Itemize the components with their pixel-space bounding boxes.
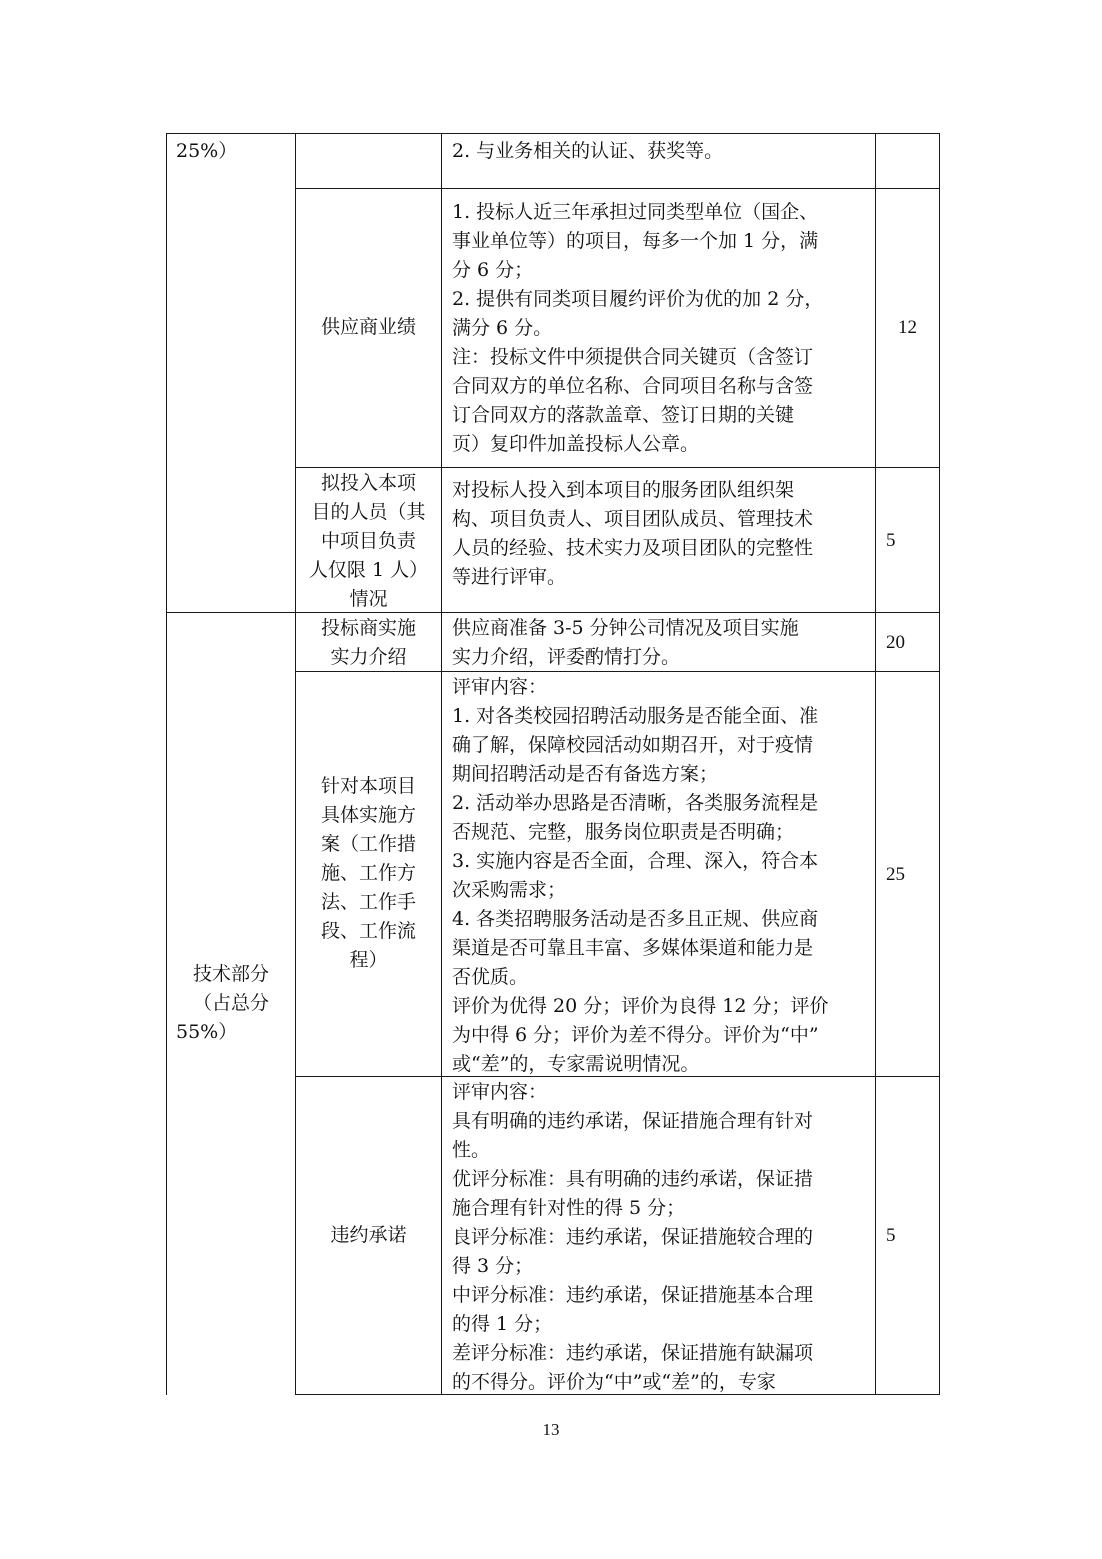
criteria-line: 2. 提供有同类项目履约评价为优的加 2 分， (452, 288, 824, 310)
criteria-line: 确了解，保障校园活动如期召开，对于疫情 (452, 734, 814, 756)
criteria-line: 2. 活动举办思路是否清晰，各类服务流程是 (452, 792, 819, 814)
category-cell-0 (176, 137, 292, 166)
criteria-line: 评价为优得 20 分；评价为良得 12 分；评价 (452, 995, 829, 1017)
table-top-border (166, 133, 940, 134)
item-line: 拟投入本项 (320, 472, 416, 494)
criteria-line: 订合同双方的落款盖章、签订日期的关键 (452, 404, 795, 426)
criteria-line: 期间招聘活动是否有备选方案； (452, 763, 719, 785)
item-line: 投标商实施 (320, 617, 416, 639)
score-value: 12 (898, 317, 917, 338)
criteria-line: 差评分标准：违约承诺，保证措施有缺漏项 (452, 1342, 814, 1364)
item-line: 具体实施方 (320, 804, 416, 826)
criteria-line: 合同双方的单位名称、合同项目名称与含签 (452, 375, 814, 397)
criteria-line: 2. 与业务相关的认证、获奖等。 (452, 140, 724, 162)
score-value: 5 (886, 530, 896, 551)
row-divider-1 (295, 188, 940, 189)
score-value: 25 (886, 864, 905, 885)
criteria-line: 评审内容： (452, 676, 548, 698)
item-line: 目的人员（其 (311, 501, 426, 523)
score-cell-2 (886, 526, 936, 555)
category-cell-technical (167, 960, 295, 1047)
criteria-cell-5 (452, 1078, 872, 1397)
item-line: 施、工作方 (320, 862, 416, 884)
score-cell-5 (886, 1221, 936, 1250)
criteria-line: 次采购需求； (452, 879, 567, 901)
criteria-line: 3. 实施内容是否全面，合理、深入，符合本 (452, 850, 819, 872)
item-cell-2 (296, 469, 441, 614)
criteria-line: 供应商准备 3-5 分钟公司情况及项目实施 (452, 617, 799, 639)
criteria-line: 1. 对各类校园招聘活动服务是否能全面、准 (452, 705, 819, 727)
criteria-line: 评审内容： (452, 1081, 548, 1103)
category-text: 25%） (176, 140, 238, 162)
item-line: 程） (349, 949, 388, 971)
score-cell-3 (886, 628, 936, 657)
criteria-line: 构、项目负责人、项目团队成员、管理技术 (452, 508, 814, 530)
criteria-line: 人员的经验、技术实力及项目团队的完整性 (452, 537, 814, 559)
criteria-line: 4. 各类招聘服务活动是否多且正规、供应商 (452, 908, 819, 930)
category-line: 技术部分 (192, 963, 269, 985)
criteria-line: 事业单位等）的项目，每多一个加 1 分，满 (452, 230, 819, 252)
criteria-line: 页）复印件加盖投标人公章。 (452, 433, 700, 455)
item-cell-5 (296, 1221, 441, 1250)
item-line: 法、工作手 (320, 891, 416, 913)
col-border-left (166, 133, 167, 1395)
criteria-line: 实力介绍，评委酌情打分。 (452, 646, 681, 668)
score-value: 5 (886, 1225, 896, 1246)
item-cell-4 (296, 772, 441, 975)
criteria-cell-2 (452, 476, 872, 592)
item-line: 中项目负责 (320, 530, 416, 552)
item-line: 实力介绍 (330, 646, 407, 668)
criteria-line: 1. 投标人近三年承担过同类型单位（国企、 (452, 201, 819, 223)
criteria-line: 施合理有针对性的得 5 分； (452, 1197, 686, 1219)
score-cell-4 (886, 860, 936, 889)
item-text: 违约承诺 (330, 1224, 407, 1246)
criteria-line: 对投标人投入到本项目的服务团队组织架 (452, 479, 795, 501)
item-line: 段、工作流 (320, 920, 416, 942)
criteria-line: 否优质。 (452, 966, 529, 988)
row-divider-3 (166, 612, 940, 613)
score-cell-1 (876, 313, 939, 342)
criteria-cell-1 (452, 198, 872, 459)
page-number: 13 (542, 1420, 560, 1439)
col-border-item (441, 133, 442, 1395)
criteria-line: 为中得 6 分；评价为差不得分。评价为“中” (452, 1024, 819, 1046)
item-cell-3 (296, 614, 441, 672)
item-line: 情况 (349, 588, 388, 610)
criteria-line: 注：投标文件中须提供合同关键页（含签订 (452, 346, 814, 368)
criteria-line: 具有明确的违约承诺，保证措施合理有针对 (452, 1110, 814, 1132)
score-value: 20 (886, 632, 905, 653)
item-line: 人仅限 1 人） (308, 559, 429, 581)
criteria-line: 性。 (452, 1139, 491, 1161)
category-line: 55%） (176, 1021, 238, 1043)
criteria-line: 中评分标准：违约承诺，保证措施基本合理 (452, 1284, 814, 1306)
criteria-line: 的得 1 分； (452, 1313, 553, 1335)
category-line: （占总分 (192, 992, 269, 1014)
item-text: 供应商业绩 (320, 316, 416, 338)
criteria-line: 良评分标准：违约承诺，保证措施较合理的 (452, 1226, 814, 1248)
criteria-line: 得 3 分； (452, 1255, 534, 1277)
criteria-line: 的不得分。评价为“中”或“差”的，专家 (452, 1371, 776, 1393)
criteria-line: 或“差”的，专家需说明情况。 (452, 1053, 700, 1075)
criteria-line: 渠道是否可靠且丰富、多媒体渠道和能力是 (452, 937, 814, 959)
criteria-line: 满分 6 分。 (452, 317, 553, 339)
item-line: 案（工作措 (320, 833, 416, 855)
criteria-line: 否规范、完整，服务岗位职责是否明确； (452, 821, 795, 843)
col-border-right (939, 133, 940, 1395)
criteria-line: 分 6 分； (452, 259, 534, 281)
criteria-cell-3 (452, 614, 872, 672)
criteria-cell-4 (452, 673, 872, 1079)
criteria-line: 等进行评审。 (452, 566, 567, 588)
item-cell-1 (296, 313, 441, 342)
item-line: 针对本项目 (320, 775, 416, 797)
criteria-line: 优评分标准：具有明确的违约承诺，保证措 (452, 1168, 814, 1190)
criteria-cell-0 (452, 137, 872, 166)
row-divider-2 (295, 467, 940, 468)
